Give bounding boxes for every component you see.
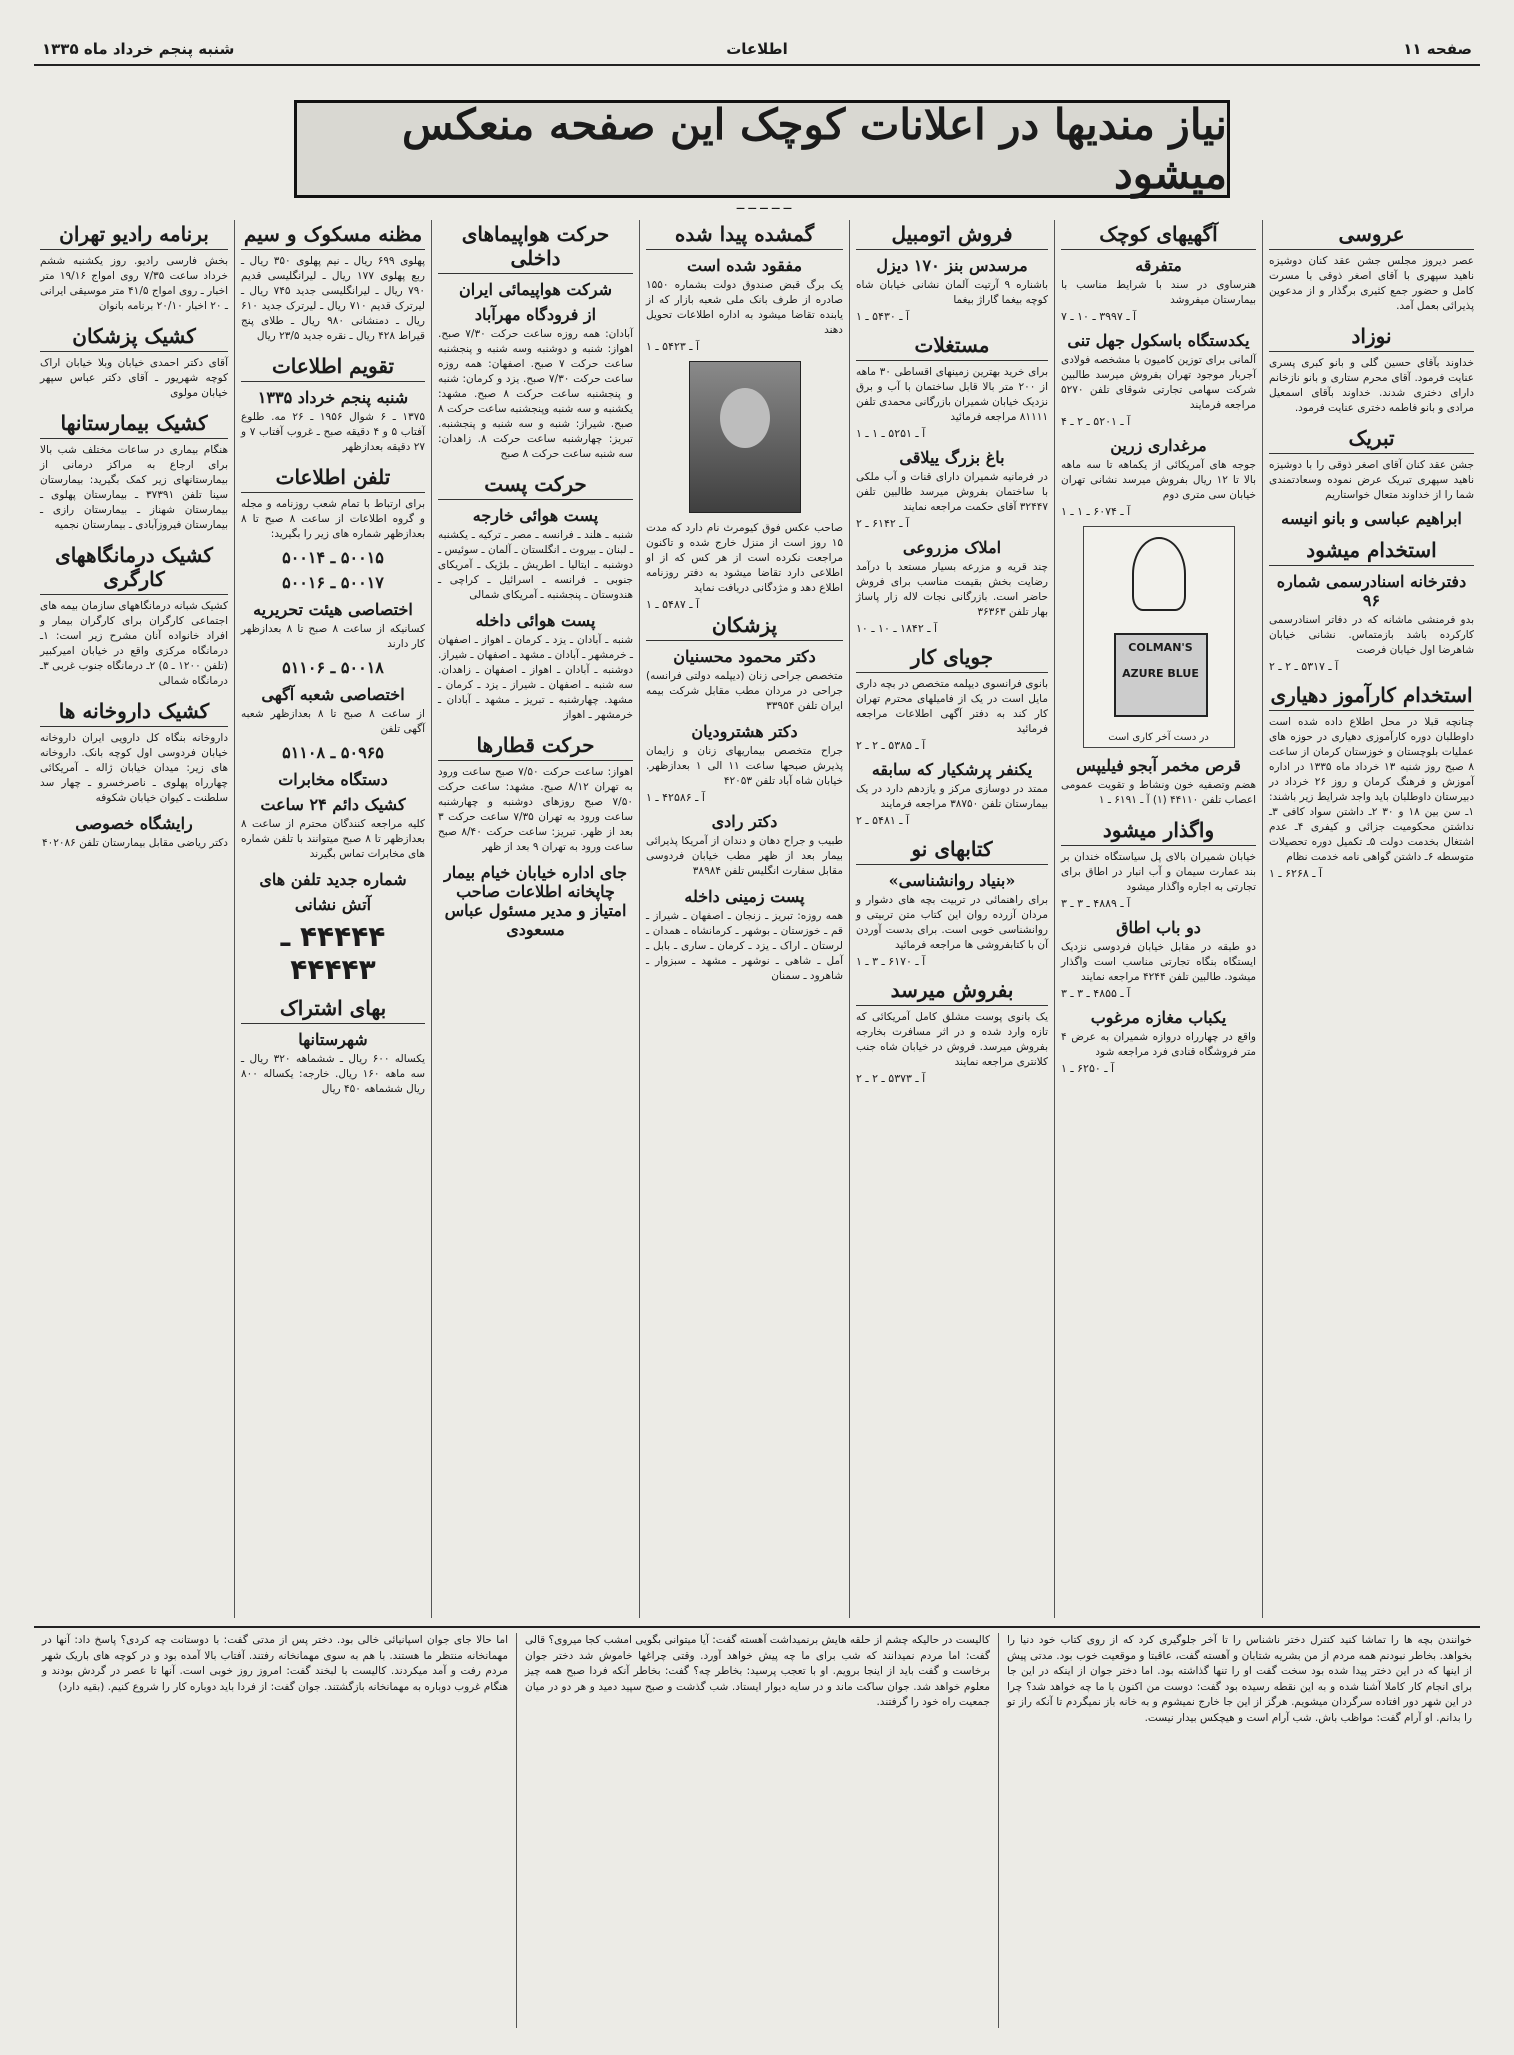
section-heading: بفروش میرسد: [856, 976, 1048, 1006]
column-lost-found: [639, 220, 849, 1618]
issue-date: شنبه پنجم خرداد ماه ۱۳۳۵: [42, 40, 235, 58]
section-text: کشیک شبانه درمانگاههای سازمان بیمه های اجتماعی کارگران برای کارگران بیمار و افراد خانواده آنان مشرح زیر است: ۱ـ درمانگاه مرکزی واقع در خیابان امیرکبیر (تلفن ۱۲۰۰ ـ ۵) ۲ـ درمانگاه جنوب غربی ۳ـ درمانگاه شمالی: [40, 600, 228, 687]
ad-code: آ ـ ۵۲۵۱ ـ ۱ ـ ۱: [856, 427, 926, 440]
ad-code: آ ـ ۱۸۴۲ ـ ۱۰ ـ ۱۰: [856, 622, 938, 635]
transfer-section: [1061, 816, 1256, 910]
editorial-phone: [241, 600, 425, 677]
ad-code: آ ـ ۵۳۱۷ ـ ۲ ـ ۲: [1269, 660, 1339, 673]
radio-section: [40, 220, 228, 314]
section-heading: گمشده پیدا شده: [646, 220, 843, 250]
serial-story-col2: کالیست در حالیکه چشم از حلقه هایش برنمیداشت آهسته گفت: آیا میتوانی بگویی امشب کجا میروی؟ قالی گفت: اما مردم نمیدانند که شب برای ما چه پیش خواهد آورد. وقتی چراغها خاموش شد دختر جوان برخاست و گفت باید از اینجا برویم. او با تعجب پرسید: بخاطر چه؟ گفت: بخاطر آنکه فردا صبح همه چیز معلوم خواهد شد. جوان ساکت ماند و در سایه دیوار ایستاد. شب گذشت و صبح سپید دمید و هر دو در میان جمعیت راه خود را گرفتند.: [516, 1633, 998, 2028]
serial-story-col1: خوانندن بچه ها را تماشا کنید کنترل دختر ناشناس را تا آخر جلوگیری کرد که از روی کتاب خود دنیا را بخواهد. بخاطر نبودنم همه مردم از من بشریه شتابان و آهسته گفت، عاقبتا و موقعیت خوب بود. مدتی پیش از اینها که در این دختر پیدا شده بود سخت گفت او را تنها گذاشته بود. اما دختر جوان از اینکه در این جا برای انجام کار کاملا آشنا شده و به این نقطه رسیده بود گفت: دوست من اکنون با ما چه خواهد شد؟ چرا در این شهر دور افتاده سرگردان میشویم. هرگز از این جا خارج نمیشوم و به خانه باز نمیگردم تا آنکه راز تو را بدانم. او آرام گفت: مواظب باش. شب آرام است و هیچکس بیدار نیست.: [998, 1633, 1480, 2028]
sub-heading: کشیک دائم ۲۴ ساعت: [260, 795, 406, 814]
section-heading: برنامه رادیو تهران: [40, 220, 228, 250]
doctors-oncall: [40, 322, 228, 401]
section-heading: جویای کار: [856, 643, 1048, 673]
section-heading: کشیک داروخانه ها: [40, 697, 228, 727]
section-text: برای راهنمائی در تربیت بچه های دشوار و مردان آزرده روان این کتاب متن تربیتی و روانشناسی خوبی است. برای بدست آوردن آن با کتابفروشی ها مراجعه فرمائید: [856, 894, 1048, 951]
section-text: خداوند بآقای حسین گلی و بانو کبری پسری عنایت فرمود. آقای محرم ستاری و بانو نازخانم دارای دختری شدند. خداوند بآقای اسمعیل مرادی و بانو فاطمه دختری عنایت فرمود.: [1269, 357, 1474, 414]
section-text: آلمانی برای توزین کامیون با مشخصه فولادی آجربار موجود تهران بفروش میرسد طالبین شرکت سهامی تجارتی شوقای تلفن ۵۲۷۰ مراجعه فرمایند: [1061, 354, 1256, 411]
ad-code: آ ـ ۵۳۷۳ ـ ۲ ـ ۲: [856, 1072, 926, 1085]
sub-heading: پست هوائی داخله: [475, 611, 596, 630]
sub-heading: دکتر محمود محسنیان: [673, 647, 816, 666]
car-sale-section: [856, 220, 1048, 323]
section-heading: آگهیهای کوچک: [1061, 220, 1256, 250]
section-text: پهلوی ۶۹۹ ریال ـ نیم پهلوی ۳۵۰ ریال ـ ربع پهلوی ۱۷۷ ریال ـ لیرانگلیسی قدیم ۷۹۰ ریال ـ لیرانگلیسی جدید ۷۴۵ ریال ـ لیرترک قدیم ۷۱۰ ریال ـ لیرترک جدید ۶۱۰ ریال ـ دمنشانی ۹۸۰ ریال ـ طلای پنج قیراط ۴۲۸ ریال ـ نقره جدید ۲۳/۵ ریال: [241, 255, 426, 342]
missing-person-photo: [689, 361, 801, 513]
sub-heading: دو باب اطاق: [1116, 918, 1201, 937]
sub-heading: آتش نشانی: [294, 895, 372, 914]
section-heading: تقویم اطلاعات: [241, 352, 425, 382]
section-text: کلیه مراجعه کنندگان محترم از ساعت ۸ بعدازظهر تا ۸ صبح میتوانند با تلفن شماره های مخابرات تماس بگیرند: [241, 818, 426, 860]
section-text: کسانیکه از ساعت ۸ صبح تا ۸ بعدازظهر کار دارند: [241, 623, 425, 650]
lost-found-section: [646, 220, 843, 353]
congrats-section: [1269, 424, 1474, 528]
section-heading: بهای اشتراک: [241, 994, 425, 1024]
ad-code: آ ـ ۵۳۸۵ ـ ۲ ـ ۲: [856, 739, 926, 752]
section-heading: تلفن اطلاعات: [241, 463, 425, 493]
section-text: هنگام بیماری در ساعات مختلف شب بالا برای ارجاع به مراکز درمانی از بیمارستانهای زیر کمک بگیرید: بیمارستان سینا تلفن ۳۷۳۹۱ ـ بیمارستان پهلوی ـ بیمارستان شهناز ـ بیمارستان رازی ـ بیمارستان فیروزآبادی ـ بیمارستان نجمیه: [40, 444, 228, 531]
section-text: جراح متخصص بیماریهای زنان و زایمان پذیرش صبحها ساعت ۱۱ الی ۱ بعدازظهر. خیابان شاه آباد تلفن ۴۲۰۵۳: [646, 745, 844, 787]
clinics-oncall: [40, 541, 228, 689]
section-text: بانوی فرانسوی دیپلمه متخصص در بچه داری مایل است در یک از فامیلهای محترم تهران کار کند به دفتر آگهی اطلاعات مراجعه فرمائید: [856, 678, 1048, 735]
fire-phone-number: ۴۴۴۴۴ ـ ۴۴۴۴۳: [280, 920, 386, 986]
section-text: جوجه های آمریکائی از یکماهه تا سه ماهه بالا تا ۱۲ ریال بفروش میرسد نشانی تهران خیابان سی متری دوم: [1061, 459, 1256, 501]
sub-heading: مرسدس بنز ۱۷۰ دیزل: [876, 256, 1028, 275]
ornament: ــ ــ ــ ــ ــ: [736, 198, 792, 213]
section-heading: فروش اتومبیل: [856, 220, 1048, 250]
subscription-section: [241, 994, 425, 1097]
domestic-air-post: [438, 611, 633, 723]
column-info: [234, 220, 431, 1618]
fire-phone: [241, 870, 425, 986]
section-heading: مظنه مسکوک و سیم: [241, 220, 425, 250]
section-text: دکتر ریاضی مقابل بیمارستان تلفن ۴۰۲۰۸۶: [41, 837, 228, 849]
medic-ad: [856, 760, 1048, 827]
ads-phone: [241, 685, 425, 762]
sub-heading: دکتر هشترودیان: [691, 722, 798, 741]
sub-heading: مرغداری زرین: [1110, 436, 1207, 455]
phone-numbers: ۵۰۰۱۸ ـ ۵۱۱۰۶: [282, 658, 384, 677]
phone-numbers: ۵۰۹۶۵ ـ ۵۱۱۰۸: [282, 743, 384, 762]
section-heading: کشیک پزشکان: [40, 322, 228, 352]
ad-code: آ ـ ۶۲۶۸ ـ ۱: [1269, 867, 1323, 880]
section-text: در فرمانیه شمیران دارای قنات و آب ملکی با ساختمان بفروش میرسد طالبین تلفن ۳۲۴۴۷ آقای حکمت مراجعه نمایند: [856, 471, 1048, 513]
section-text: چنانچه قبلا در محل اطلاع داده شده است داوطلبان دوره کارآموزی دهیاری در حوزه های عملیات بلوچستان و خوزستان کرمان از ساعت ۸ صبح روز شنبه ۱۳ خرداد ماه ۱۳۳۵ در اداره آموزش و فرهنگ کرمان و روز ۲۶ خرداد در دبیرستان داوطلبان باید واجد شرایط زیر باشند: ۱ـ سن بین ۱۸ و ۳۰ ۲ـ داشتن سواد کافی ۳ـ نداشتن محکومیت جزائی و کیفری ۴ـ عدم اشتغال بخدمت دولت ۵ـ تکمیل دوره تحصیلات متوسطه ۶ـ داشتن گواهی نامه خدمت نظام: [1269, 716, 1475, 863]
section-text: چند قریه و مزرعه بسیار مستعد با درآمد رضایت بخش بقیمت مناسب برای فروش حاضر است. بازرگانی نجات لاله زار پاساژ بهار تلفن ۳۶۳۶۳: [856, 561, 1048, 618]
pharmacies-oncall: [40, 697, 228, 806]
classifieds-banner: نیاز مندیها در اعلانات کوچک این صفحه منعکس میشود: [294, 100, 1230, 198]
section-heading: حرکت هواپیماهای داخلی: [438, 220, 633, 274]
section-heading: مستغلات: [856, 331, 1048, 361]
farmland-ad: [856, 538, 1048, 635]
sub-heading: یکباب مغازه مرغوب: [1090, 1008, 1227, 1027]
rooms-ad: [1061, 918, 1256, 1000]
ad-code: آ ـ ۴۸۵۵ ـ ۳ ـ ۳: [1061, 987, 1131, 1000]
ad-code: آ ـ ۵۴۸۷ ـ ۱: [646, 598, 700, 611]
section-text: واقع در چهارراه دروازه شمیران به عرض ۴ متر فروشگاه قنادی فرد مراجعه شود: [1061, 1031, 1256, 1058]
sub-heading: دکتر رادی: [711, 812, 778, 831]
section-text: طبیب و جراح دهان و دندان از آمریکا پذیرائی بیمار بعد از ظهر مطب خیابان فردوسی مقابل سفارت انگلیس تلفن ۳۸۹۸۴: [646, 835, 843, 877]
ad-code: آ ـ ۶۲۵۰ ـ ۱: [1061, 1062, 1115, 1075]
sub-heading: از فرودگاه مهرآباد: [474, 305, 597, 324]
sub-heading: شرکت هواپیمائی ایران: [459, 280, 612, 299]
post-section: [438, 470, 633, 603]
ad-code: آ ـ ۶۱۷۰ ـ ۳ ـ ۱: [856, 955, 926, 968]
story-divider: [34, 1626, 1480, 1628]
imprint-text: جای اداره خیابان خیام بیمار چاپخانه اطلاعات صاحب امتیاز و مدیر مسئول عباس مسعودی: [444, 863, 627, 939]
sub-heading: شهرستانها: [298, 1030, 368, 1049]
sub-heading: دستگاه مخابرات: [278, 770, 388, 789]
section-text: ممتد در دوسازی مرکز و یازدهم دارد در یک بیمارستان تلفن ۳۸۷۵۰ مراجعه فرمایند: [856, 783, 1048, 810]
phone-section: [241, 463, 425, 592]
section-heading: استخدام کارآموز دهیاری: [1269, 681, 1474, 711]
job-seeking-section: [856, 643, 1048, 752]
telecom-section: [241, 770, 425, 862]
trains-section: [438, 731, 633, 855]
column-services: [34, 220, 234, 1618]
section-text: دو طبقه در مقابل خیابان فردوسی نزدیک ایستگاه بنگاه تجارتی مناسب است واگذار میشود. طالبین تلفن ۴۲۴۴ مراجعه نمایند: [1061, 941, 1256, 983]
sub-heading: باغ بزرگ ییلاقی: [899, 448, 1005, 467]
sub-heading: «بنیاد روانشناسی»: [888, 871, 1016, 890]
section-text: آقای دکتر احمدی خیابان وبلا خیابان اراک کوچه شهریور ـ آقای دکتر عباس سپهر خیابان مولوی: [40, 357, 228, 399]
sub-heading: پست هوائی خارجه: [472, 506, 599, 525]
poultry-ad: [1061, 436, 1256, 518]
sub-heading: یکنفر پرشکیار که سابقه: [871, 760, 1033, 779]
dentist-ad: [646, 812, 843, 879]
section-heading: عروسی: [1269, 220, 1474, 250]
section-heading: واگذار میشود: [1061, 816, 1256, 846]
section-heading: استخدام میشود: [1269, 536, 1474, 566]
newborn-section: [1269, 322, 1474, 416]
section-text: بدو فرمنشی ماشانه که در دفاتر اسنادرسمی کارکرده باشد بازمتماس. نشانی خیابان شاهرضا اول خیابان فرصت: [1269, 614, 1474, 656]
section-heading: پزشکان: [646, 611, 843, 641]
ad-code: آ ـ ۵۴۲۳ ـ ۱: [646, 340, 700, 353]
section-text: یکساله ۶۰۰ ریال ـ ششماهه ۳۲۰ ریال ـ سه ماهه ۱۶۰ ریال. خارجه: یکساله ۸۰۰ ریال ششماهه ۴۵۰ ریال: [241, 1053, 426, 1095]
ad-code: آ ـ ۴۸۸۹ ـ ۳ ـ ۳: [1061, 897, 1131, 910]
section-text: یک برگ قبض صندوق دولت بشماره ۱۵۵۰ صادره از طرف بانک ملی شعبه بازار که از یابنده تقاضا میشود به اداره اطلاعات تحویل دهند: [646, 279, 843, 336]
section-text: اهواز: ساعت حرکت ۷/۵۰ صبح ساعت ورود به تهران ۸/۱۲ صبح. مشهد: ساعت حرکت ۷/۵۰ صبح روزهای دوشنبه و چهارشنبه ساعت ورود به تهران ۷/۳۵ ساعت حرکت ۳ بعد از ظهر. تبریز: ساعت حرکت ۸/۴۰ صبح ساعت ورود به تهران ۹ بعد از ظهر: [438, 766, 634, 853]
section-text: برای ارتباط با تمام شعب روزنامه و مجله و گروه اطلاعات از ساعت ۸ صبح تا ۸ بعدازظهر شماره های زیر را بگیرید:: [241, 498, 426, 540]
column-social: [1262, 220, 1480, 1618]
section-text: عصر دیروز مجلس جشن عقد کنان دوشیزه ناهید سپهری با آقای اصغر ذوقی با مسرت کامل و حضور جمع کثیری برگذار و از مدعوین پذیرائی بعمل آمد.: [1269, 255, 1474, 312]
ad-code: آ ـ ۵۴۳۰ ـ ۱: [856, 310, 910, 323]
page-number: صفحه ۱۱: [1403, 40, 1472, 58]
section-text: بخش فارسی رادیو. روز یکشنبه ششم خرداد ساعت ۷/۳۵ روی امواج ۱۹/۱۶ متر اخبار ـ روی امواج ۴۱/۵ متر موسیقی ایرانی ـ ۲۰ اخبار ۲۰/۱۰ برنامه بانوان: [40, 255, 228, 312]
ad-code: آ ـ ۴۲۵۸۶ ـ ۱: [646, 791, 705, 804]
section-text: یک بانوی پوست مشلق کامل آمریکائی که تازه وارد شده و در اثر مسافرت بخارجه بفروش میرسد. فروش در خیابان شاه جنب کلانتری مراجعه نمایند: [856, 1011, 1048, 1068]
ad-code: آ ـ ۶۰۷۴ ـ ۱ ـ ۱: [1061, 505, 1131, 518]
section-heading: نوزاد: [1269, 322, 1474, 352]
column-small-ads: [1054, 220, 1262, 1618]
section-text: از ساعت ۸ صبح تا ۸ بعدازظهر شعبه آگهی تلفن: [241, 708, 425, 735]
newspaper-page: [34, 38, 1480, 2028]
for-sale-section: [856, 976, 1048, 1085]
village-trainee-section: [1269, 681, 1474, 880]
wedding-section: [1269, 220, 1474, 314]
misc-ad: [1061, 220, 1256, 323]
section-heading: تبریک: [1269, 424, 1474, 454]
sub-heading: متفرقه: [1135, 256, 1182, 275]
sub-heading: اختصاصی شعبه آگهی: [261, 685, 405, 704]
photo-caption: صاحب عکس فوق کیومرث نام دارد که مدت ۱۵ روز است از منزل خارج شده و تاکنون مراجعت نکرده است از هر کس که از او اطلاعی دارد تقاضا میشود به دفتر روزنامه اطلاع دهد و مژدگانی دریافت نماید: [646, 522, 843, 594]
ad-code: آ ـ ۶۱۴۲ ـ ۲: [856, 517, 910, 530]
section-text: خیابان شمیران بالای پل سیاستگاه خندان بر بند عمارت سیمان و آب انبار در اطاق برای تجارتی به اجاره واگذار میشود: [1061, 851, 1256, 893]
section-text: شنبه ـ آبادان ـ یزد ـ کرمان ـ اهواز ـ اصفهان ـ خرمشهر ـ آبادان ـ مشهد ـ اصفهان ـ شیراز. دوشنبه ـ آبادان ـ اهواز ـ اصفهان ـ زاهدان. سه شنبه ـ اصفهان ـ شیراز ـ یزد ـ کرمان ـ مشهد. چهارشنبه ـ تبریز ـ مشهد ـ آبادان ـ خرمشهر ـ اهواز: [438, 634, 633, 721]
section-heading: حرکت پست: [438, 470, 633, 500]
section-text: همه روزه: تبریز ـ زنجان ـ اصفهان ـ شیراز ـ قم ـ خوزستان ـ بوشهر ـ کرمانشاه ـ همدان ـ لرستان ـ اراک ـ یزد ـ کرمان ـ ساری ـ بابل ـ آمل ـ شاهی ـ نوشهر ـ مشهد ـ سبزوار ـ شاهرود ـ سمنان: [646, 910, 843, 982]
hiring-section: [1269, 536, 1474, 673]
section-text: داروخانه بنگاه کل دارویی ایران داروخانه خیابان فردوسی اول کوچه بانک. داروخانه های زیر: میدان خیابان ژاله ـ آمریکائی چهارراه پهلوی ـ ناصرخسرو ـ چهار سد سلطنت ـ کیوان خیابان شکوفه: [40, 732, 228, 804]
sub-heading: پست زمینی داخله: [684, 887, 805, 906]
new-books-section: [856, 835, 1048, 968]
garden-ad: [856, 448, 1048, 530]
sub-heading: دفترخانه اسنادرسمی شماره ۹۶: [1276, 572, 1467, 610]
section-heading: کشیک بیمارستانها: [40, 409, 228, 439]
section-text: متخصص جراحی زنان (دیپلمه دولتی فرانسه) جراحی در مردان مطب مقابل شرکت بیمه ایران تلفن ۳۳۹۵۴: [646, 670, 843, 712]
sub-heading: املاک مزروعی: [902, 538, 1002, 557]
doctor-ad: [646, 722, 843, 804]
paper-name: اطلاعات: [726, 40, 788, 58]
sub-heading: یکدستگاه باسکول جهل تنی: [1067, 331, 1250, 350]
shop-ad: [1061, 1008, 1256, 1075]
ad-code: آ ـ ۵۴۸۱ ـ ۲: [856, 814, 910, 827]
woman-figure-icon: [1132, 537, 1186, 611]
sub-heading: شماره جدید تلفن های: [259, 870, 407, 889]
section-text: آبادان: همه روزه ساعت حرکت ۷/۳۰ صبح. اهواز: شنبه و دوشنبه وسه شنبه و پنجشنبه ساعت حرکت ۷ صبح. اصفهان: همه روزه ساعت حرکت ۷/۳۰ صبح. یزد و کرمان: شنبه و پنجشنبه ساعت حرکت ۸ صبح. مشهد: یکشنبه و سه شنبه وپنجشنبه ساعت حرکت ۸ صبح. شیراز: شنبه و سه شنبه و پنجشنبه. تبریز: چهارشنبه ساعت حرکت ۸. زاهدان: سه شنبه ساعت حرکت ۸ صبح: [438, 328, 634, 460]
column-sales: [849, 220, 1054, 1618]
product-box: COLMAN'S AZURE BLUE: [1114, 633, 1208, 717]
phone-numbers: ۵۰۰۱۷ ـ ۵۰۰۱۶: [282, 573, 384, 592]
private-maternity: [40, 814, 228, 851]
colmans-ad-illustration: [1083, 526, 1235, 748]
section-text: برای خرید بهترین زمینهای اقساطی ۳۰ ماهه از ۲۰۰ متر بالا قابل ساختمان با آب و برق نزدیک خیابان شمیران بازرگانی محمدی تلفن ۸۱۱۱۱ مراجعه فرمائید: [856, 366, 1049, 423]
scale-ad: [1061, 331, 1256, 428]
sub-heading: مفقود شده است: [686, 256, 803, 275]
section-heading: حرکت قطارها: [438, 731, 633, 761]
calendar-section: [241, 352, 425, 455]
sub-heading: اختصاصی هیئت تحریریه: [253, 600, 413, 619]
section-text: شنبه ـ هلند ـ فرانسه ـ مصر ـ ترکیه ـ یکشنبه ـ لبنان ـ بیروت ـ انگلستان ـ آلمان ـ سوئیس ـ دوشنبه ـ ایتالیا ـ اطریش ـ بلژیک ـ آمریکای جنوبی ـ فرانسه ـ اسرائیل ـ کراچی ـ هندوستان ـ پنجشنبه ـ آمریکای شمالی: [438, 529, 633, 601]
section-text: ۱۳۷۵ ـ ۶ شوال ۱۹۵۶ ـ ۲۶ مه. طلوع آفتاب ۵ و ۴ دقیقه صبح ـ غروب آفتاب ۷ و ۲۷ دقیقه بعدازظهر: [241, 411, 426, 453]
phone-numbers: ۵۰۰۱۵ ـ ۵۰۰۱۴: [282, 548, 384, 567]
section-heading: کشیک درمانگاههای کارگری: [40, 541, 228, 595]
section-text: هنرساوی در سند با شرایط مناسب با بیمارستان میفروشد: [1061, 279, 1256, 306]
ad-code: آ ـ ۳۹۹۷ ـ ۱۰ ـ ۷: [1061, 310, 1137, 323]
real-estate-section: [856, 331, 1048, 440]
publisher-imprint: [438, 863, 633, 939]
flights-section: [438, 220, 633, 462]
column-transport: [431, 220, 639, 1618]
signature: ابراهیم عباسی و بانو انیسه: [1281, 509, 1462, 528]
serial-story-col3: اما حالا جای جوان اسپانیائی خالی بود. دختر پس از مدتی گفت: با دوستانت چه کردی؟ پاسخ داد: آنها در مهمانخانه منتظر ما هستند. با هم به سوی مهمانخانه رفتند. آفتاب بالا آمده بود و در کوچه های باریک شهر مردم رفت و آمد میکردند. کالیست با لبخند گفت: امروز روز خوبی است. آنها تا عصر در گردش بودند و هنگام غروب دوباره به مهمانخانه بازگشتند. جوان گفت: از فردا باید دوباره کار را شروع کنیم. (بقیه دارد): [42, 1634, 508, 1693]
ad-code: آ ـ ۵۲۰۱ ـ ۲ ـ ۴: [1061, 415, 1131, 428]
sub-heading: شنبه پنجم خرداد ۱۳۳۵: [257, 388, 409, 407]
section-text: باشناره ۹ آرتیت آلمان نشانی خیابان شاه کوچه بیغما گاراژ بیغما: [856, 279, 1048, 306]
sub-heading: رایشگاه خصوصی: [75, 814, 193, 833]
doctors-section: [646, 611, 843, 714]
section-text: هضم وتصفیه خون ونشاط و تقویت عمومی اعصاب تلفن ۴۴۱۱۰ (۱) آ ـ ۶۱۹۱ ـ ۱: [1061, 779, 1256, 806]
domestic-post-section: [646, 887, 843, 984]
section-heading: کتابهای نو: [856, 835, 1048, 865]
ad-caption: در دست آخر کاری است: [1108, 732, 1209, 743]
hospitals-oncall: [40, 409, 228, 533]
coin-prices-section: [241, 220, 425, 344]
yeast-ad: [1061, 756, 1256, 808]
sub-heading: قرص مخمر آبجو فیلیپس: [1076, 756, 1241, 775]
page-header: [34, 38, 1480, 66]
section-text: جشن عقد کنان آقای اصغر ذوقی را با دوشیزه ناهید سپهری تبریک عرض نموده وسعادتمندی شما را از خداوند متعال خواستاریم: [1269, 459, 1474, 501]
